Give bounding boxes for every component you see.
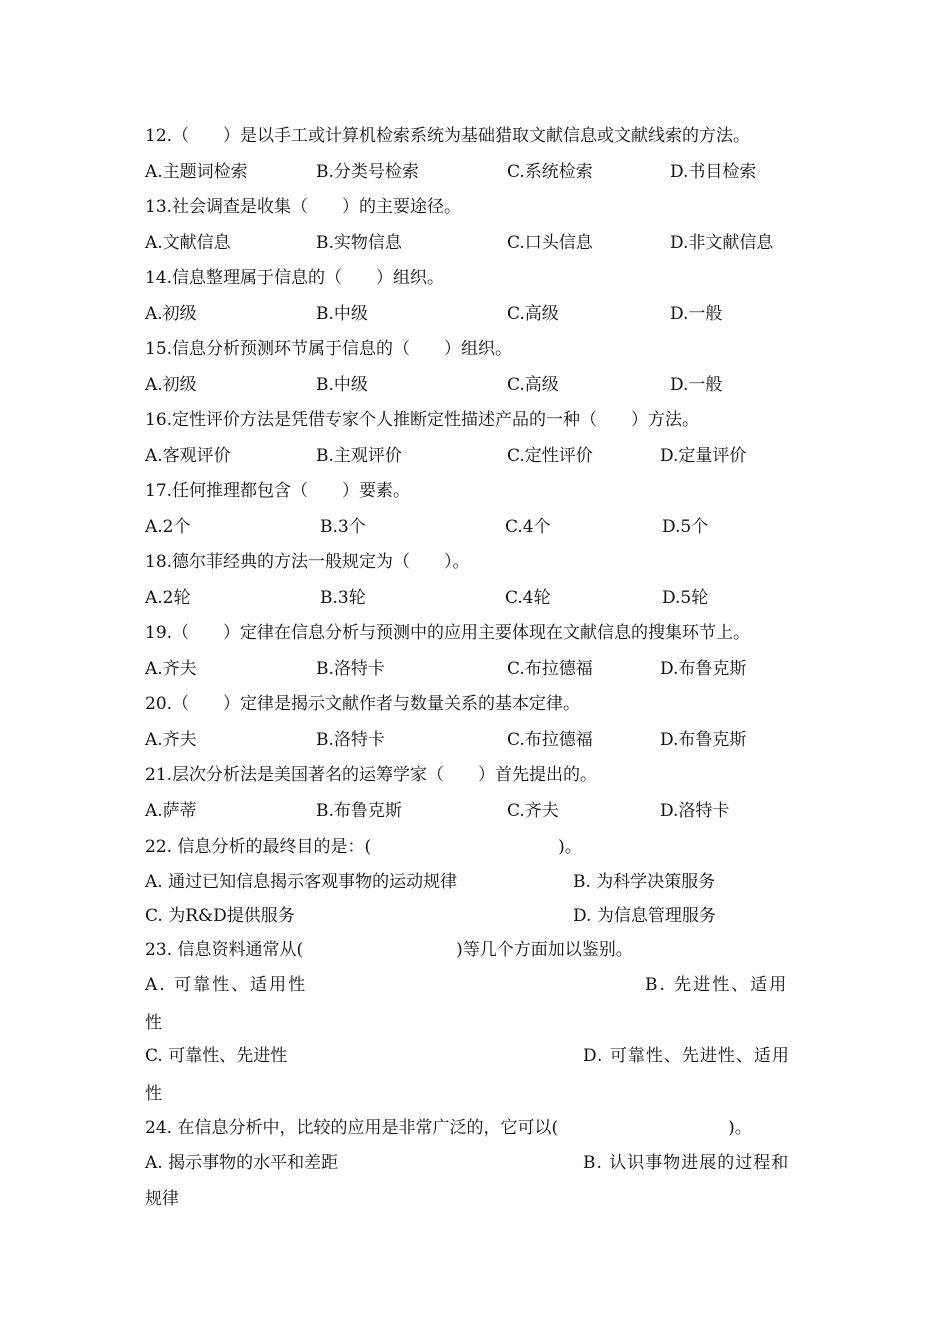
q21-option-c: C.齐夫 xyxy=(507,801,559,821)
q13-option-b: B.实物信息 xyxy=(316,233,402,253)
question-23-stem: 23. 信息资料通常从( )等几个方面加以鉴别。 xyxy=(145,940,633,960)
q13-option-c: C.口头信息 xyxy=(507,233,593,253)
q15-option-b: B.中级 xyxy=(316,375,368,395)
q19-option-a: A.齐夫 xyxy=(145,659,197,679)
q15-option-a: A.初级 xyxy=(145,375,197,395)
question-16-stem: 16.定性评价方法是凭借专家个人推断定性描述产品的一种（ ）方法。 xyxy=(145,410,700,430)
q22-option-b: B. 为科学决策服务 xyxy=(573,872,716,892)
q20-option-d: D.布鲁克斯 xyxy=(660,730,747,750)
q17-option-a: A.2个 xyxy=(145,517,191,537)
q17-option-d: D.5个 xyxy=(662,517,709,537)
q17-option-c: C.4个 xyxy=(505,517,551,537)
q12-option-a: A.主题词检索 xyxy=(145,162,248,182)
q18-option-b: B.3轮 xyxy=(320,588,366,608)
q15-option-d: D.一般 xyxy=(670,375,723,395)
question-18-stem: 18.德尔菲经典的方法一般规定为（ ）。 xyxy=(145,552,470,572)
question-20-stem: 20.（ ）定律是揭示文献作者与数量关系的基本定律。 xyxy=(145,694,581,714)
question-14-stem: 14.信息整理属于信息的（ ）组织。 xyxy=(145,268,445,288)
question-17-stem: 17.任何推理都包含（ ）要素。 xyxy=(145,481,411,501)
question-15-stem: 15.信息分析预测环节属于信息的（ ）组织。 xyxy=(145,339,513,359)
q23-option-d-wrap: 性 xyxy=(145,1084,162,1104)
q14-option-a: A.初级 xyxy=(145,304,197,324)
q15-option-c: C.高级 xyxy=(507,375,559,395)
q20-option-a: A.齐夫 xyxy=(145,730,197,750)
q24-option-b: B. 认识事物进展的过程和 xyxy=(583,1153,790,1173)
q23-option-c: C. 可靠性、先进性 xyxy=(145,1046,288,1066)
q16-option-d: D.定量评价 xyxy=(660,446,747,466)
q22-option-a: A. 通过已知信息揭示客观事物的运动规律 xyxy=(145,872,458,892)
q12-option-b: B.分类号检索 xyxy=(316,162,419,182)
q19-option-d: D.布鲁克斯 xyxy=(660,659,747,679)
q16-option-b: B.主观评价 xyxy=(316,446,402,466)
q14-option-c: C.高级 xyxy=(507,304,559,324)
q21-option-d: D.洛特卡 xyxy=(660,801,730,821)
question-24-stem: 24. 在信息分析中，比较的应用是非常广泛的，它可以( )。 xyxy=(145,1118,752,1138)
q18-option-a: A.2轮 xyxy=(145,588,191,608)
q18-option-c: C.4轮 xyxy=(505,588,551,608)
q21-option-b: B.布鲁克斯 xyxy=(316,801,402,821)
question-12-stem: 12.（ ）是以手工或计算机检索系统为基础猎取文献信息或文献线索的方法。 xyxy=(145,126,751,146)
q19-option-c: C.布拉德福 xyxy=(507,659,593,679)
q16-option-c: C.定性评价 xyxy=(507,446,593,466)
q14-option-d: D.一般 xyxy=(670,304,723,324)
q22-option-c: C. 为R&D提供服务 xyxy=(145,906,295,926)
q18-option-d: D.5轮 xyxy=(662,588,709,608)
q16-option-a: A.客观评价 xyxy=(145,446,231,466)
q12-option-d: D.书目检索 xyxy=(670,162,757,182)
question-22-stem: 22. 信息分析的最终目的是：( )。 xyxy=(145,837,582,857)
q23-option-a: A. 可靠性、适用性 xyxy=(145,975,308,995)
q19-option-b: B.洛特卡 xyxy=(316,659,385,679)
q24-option-a: A. 揭示事物的水平和差距 xyxy=(145,1153,339,1173)
q23-option-b: B. 先进性、适用 xyxy=(645,975,789,995)
q20-option-b: B.洛特卡 xyxy=(316,730,385,750)
q21-option-a: A.萨蒂 xyxy=(145,801,197,821)
q23-option-d: D. 可靠性、先进性、适用 xyxy=(583,1046,790,1066)
q14-option-b: B.中级 xyxy=(316,304,368,324)
q13-option-a: A.文献信息 xyxy=(145,233,231,253)
question-13-stem: 13.社会调查是收集（ ）的主要途径。 xyxy=(145,197,462,217)
q20-option-c: C.布拉德福 xyxy=(507,730,593,750)
question-19-stem: 19.（ ）定律在信息分析与预测中的应用主要体现在文献信息的搜集环节上。 xyxy=(145,623,751,643)
q17-option-b: B.3个 xyxy=(320,517,366,537)
q24-option-b-wrap: 规律 xyxy=(145,1189,179,1209)
q13-option-d: D.非文献信息 xyxy=(670,233,774,253)
q22-option-d: D. 为信息管理服务 xyxy=(573,906,716,926)
question-21-stem: 21.层次分析法是美国著名的运筹学家（ ）首先提出的。 xyxy=(145,765,598,785)
q12-option-c: C.系统检索 xyxy=(507,162,593,182)
q23-option-b-wrap: 性 xyxy=(145,1013,162,1033)
